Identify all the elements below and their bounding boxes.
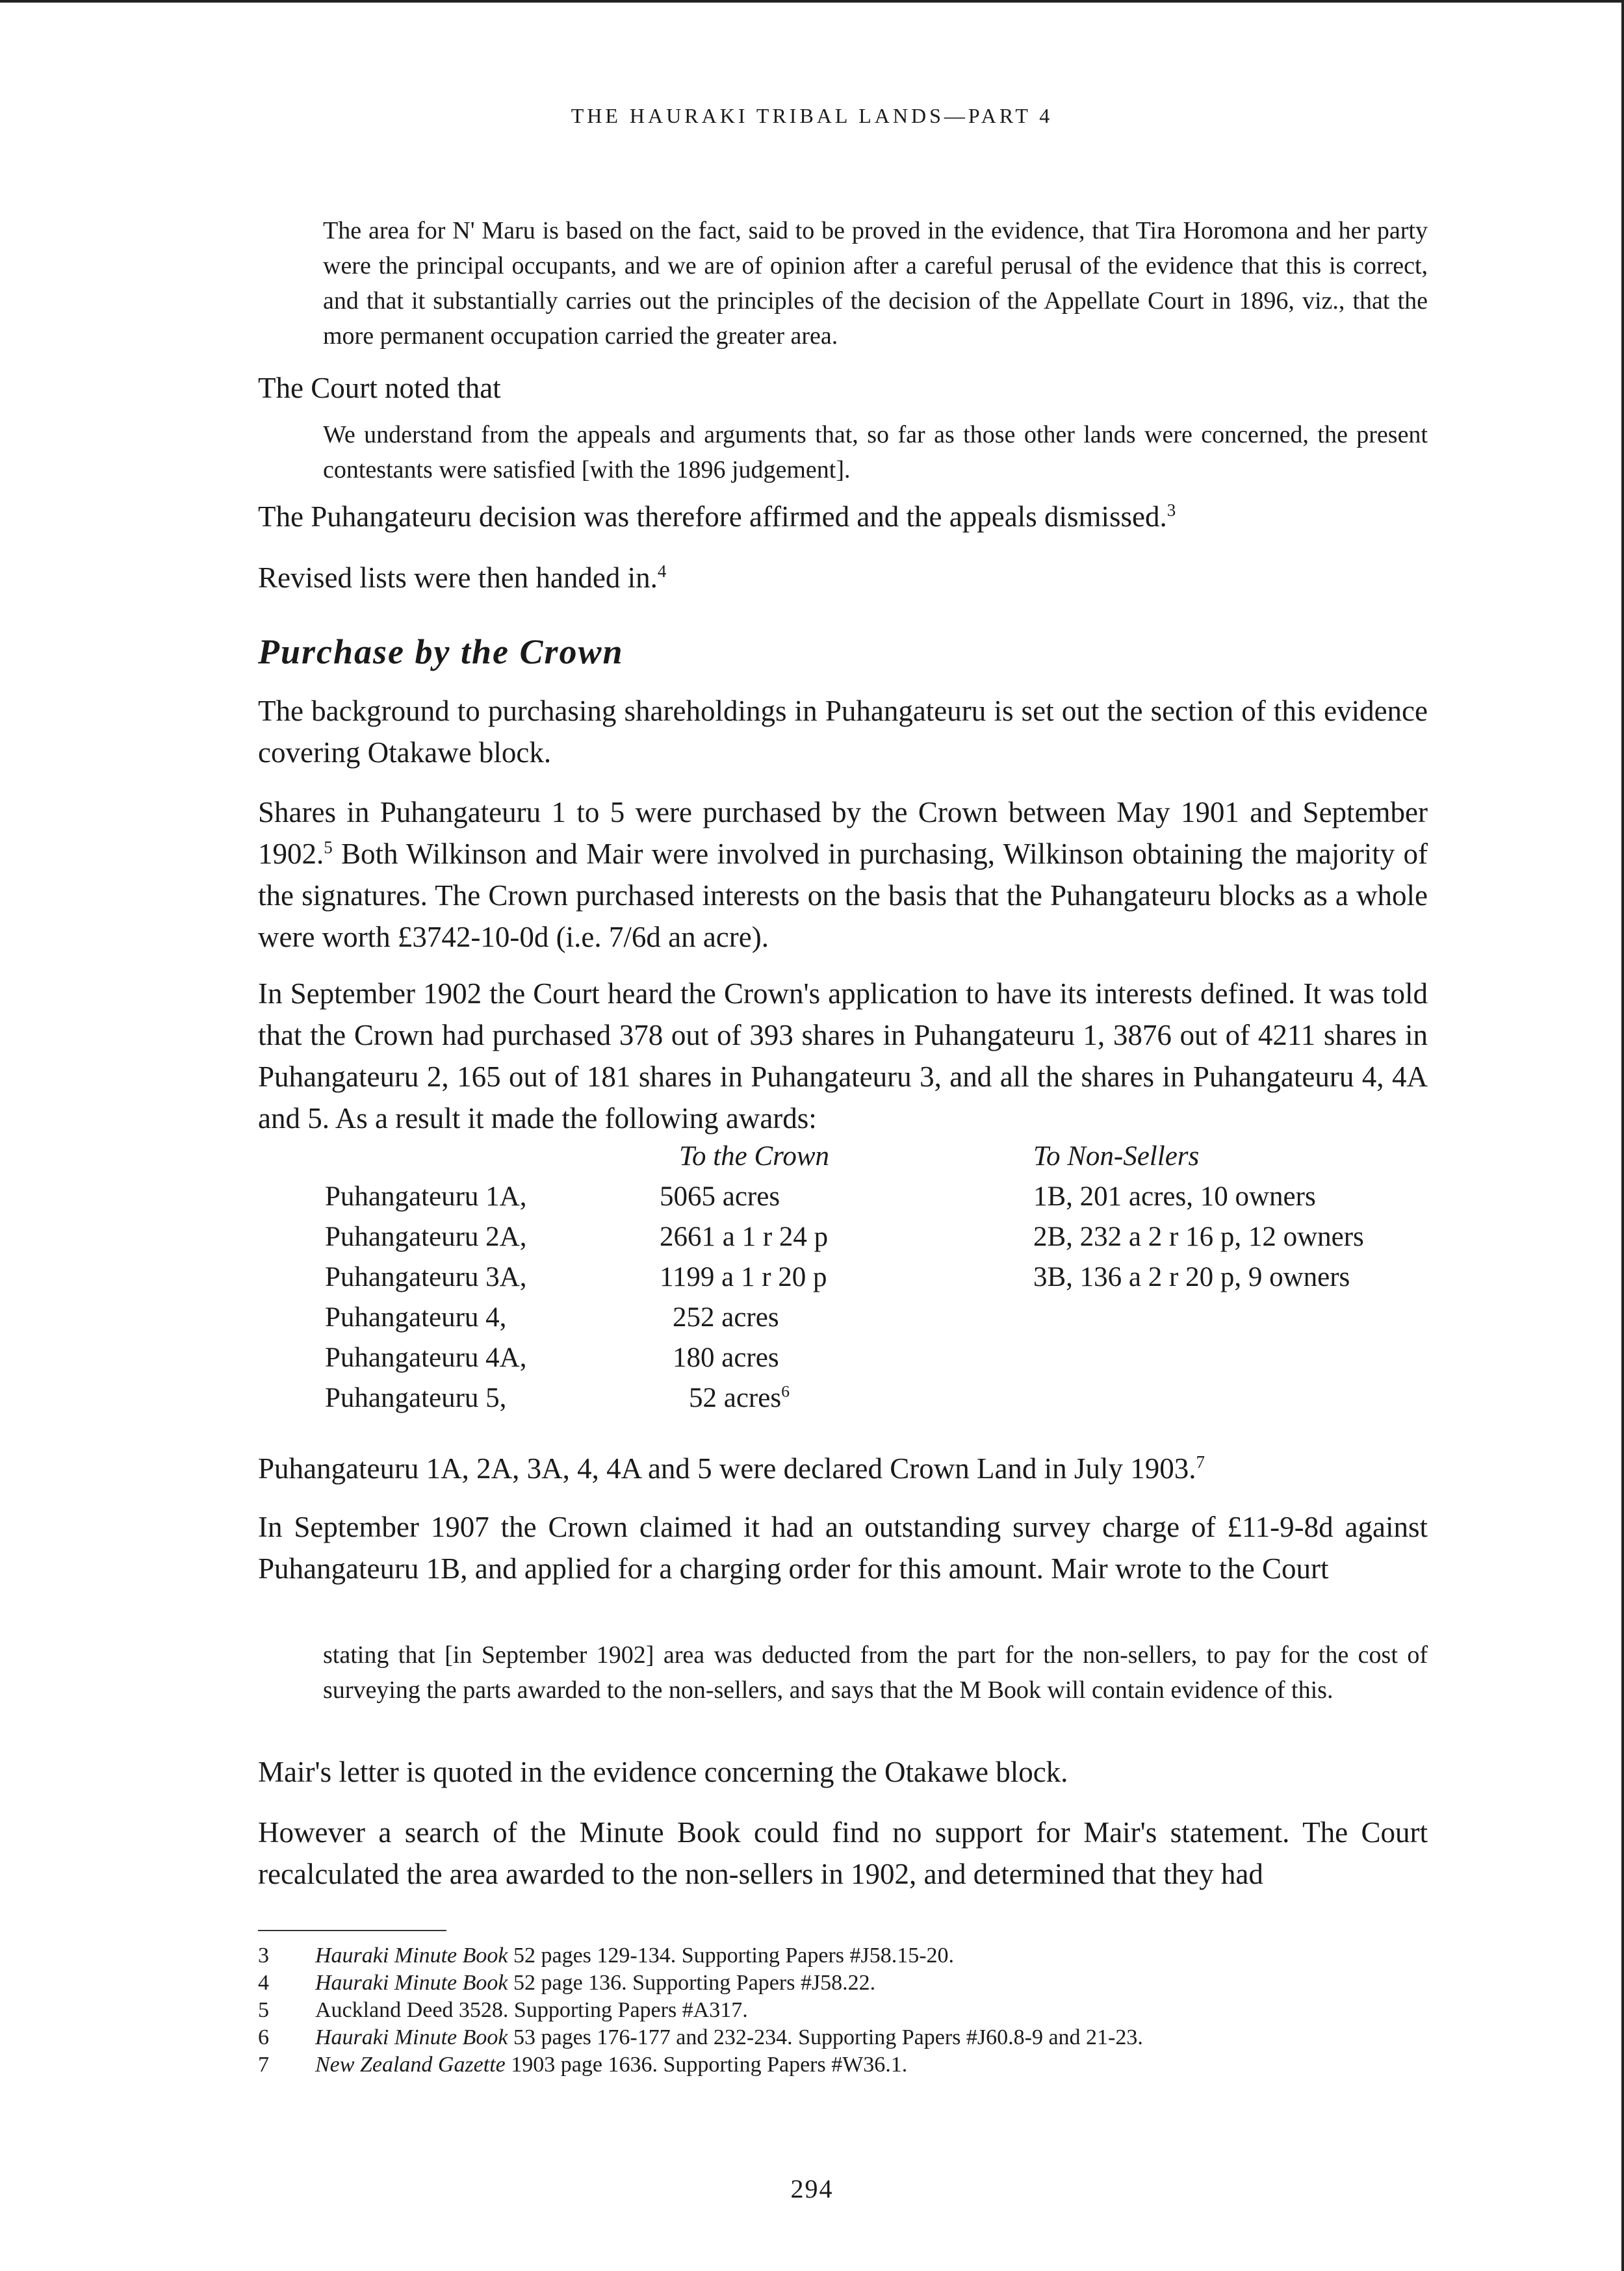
footnote-source: Hauraki Minute Book bbox=[315, 1944, 508, 1968]
para-shares-text-a: Shares in Puhangateuru 1 to 5 were purchased by the Crown between May 1901 and September 1902. bbox=[258, 796, 1428, 870]
row-block: Puhangateuru 2A, bbox=[325, 1222, 527, 1252]
col-header-nonsellers: To Non-Sellers bbox=[1033, 1141, 1200, 1172]
para-shares-text-b: Both Wilkinson and Mair were involved in purchasing, Wilkinson obtaining the majority of the signatures. The Crown purchased interests on the basis that the Puhangateuru blocks as a whole were worth £3742-10-0d (i.e. 7/6d an acre). bbox=[258, 838, 1428, 953]
footnote-ref-7: 7 bbox=[1196, 1452, 1205, 1472]
section-heading: Purchase by the Crown bbox=[258, 632, 624, 671]
row-block: Puhangateuru 5, bbox=[325, 1383, 507, 1413]
footnote-rule bbox=[258, 1930, 446, 1931]
row-block: Puhangateuru 3A, bbox=[325, 1262, 527, 1292]
running-head: THE HAURAKI TRIBAL LANDS—PART 4 bbox=[571, 104, 1053, 127]
footnote-ref-6: 6 bbox=[781, 1381, 790, 1401]
footnote-number: 5 bbox=[258, 1998, 269, 2022]
footnote-number: 7 bbox=[258, 2053, 269, 2077]
para-affirmed bbox=[258, 496, 1428, 537]
para-revised bbox=[258, 557, 1428, 598]
quote-nmaru: The area for N' Maru is based on the fact, said to be proved in the evidence, that Tira Horomona and her party were the principal occupants, and we are of opinion after a careful perusal of the evidence that this is correct, and that it substantially carries out the principles of the decision of the Appellate Court in 1896, viz., that the more permanent occupation carried the greater area. bbox=[323, 217, 1428, 350]
para-affirmed-text: The Puhangateuru decision was therefore affirmed and the appeals dismissed. bbox=[258, 500, 1167, 533]
para-declared bbox=[258, 1448, 1428, 1489]
row-crown: 180 acres bbox=[673, 1342, 779, 1373]
footnote-ref-3: 3 bbox=[1166, 500, 1176, 520]
footnote-source: Hauraki Minute Book bbox=[315, 2025, 508, 2049]
footnote-text: 1903 page 1636. Supporting Papers #W36.1. bbox=[505, 2053, 908, 2077]
para-court-noted: The Court noted that bbox=[258, 372, 501, 404]
para-shares bbox=[258, 791, 1428, 958]
row-block: Puhangateuru 1A, bbox=[325, 1181, 527, 1212]
page-number: 294 bbox=[790, 2174, 834, 2203]
row-crown: 2661 a 1 r 24 p bbox=[660, 1222, 829, 1252]
footnote bbox=[258, 1943, 954, 1969]
row-crown: 1199 a 1 r 20 p bbox=[660, 1262, 827, 1292]
row-nonsellers: 3B, 136 a 2 r 20 p, 9 owners bbox=[1033, 1262, 1350, 1292]
footnote-source: Hauraki Minute Book bbox=[315, 1971, 508, 1995]
col-header-crown: To the Crown bbox=[679, 1141, 829, 1172]
footnote bbox=[258, 2052, 907, 2078]
para-however: However a search of the Minute Book could find no support for Mair's statement. The Court recalculated the area awarded to the non-sellers in 1902, and determined that they had bbox=[258, 1816, 1428, 1890]
para-mair-letter: Mair's letter is quoted in the evidence concerning the Otakawe block. bbox=[258, 1756, 1068, 1788]
row-crown: 252 acres bbox=[673, 1302, 779, 1333]
row-block: Puhangateuru 4, bbox=[325, 1302, 507, 1333]
para-revised-text: Revised lists were then handed in. bbox=[258, 561, 658, 594]
footnote-ref-5: 5 bbox=[324, 838, 333, 857]
row-nonsellers: 1B, 201 acres, 10 owners bbox=[1033, 1181, 1316, 1212]
footnote bbox=[258, 1997, 748, 2023]
footnote-number: 4 bbox=[258, 1971, 269, 1995]
quote-mair: stating that [in September 1902] area was deducted from the part for the non-sellers, to pay for the cost of surveying the parts awarded to the non-sellers, and says that the M Book will contain evidence of this. bbox=[323, 1641, 1428, 1704]
footnote bbox=[258, 2025, 1143, 2051]
row-crown-text: 52 acres bbox=[689, 1383, 782, 1413]
para-declared-text: Puhangateuru 1A, 2A, 3A, 4, 4A and 5 were declared Crown Land in July 1903. bbox=[258, 1452, 1196, 1485]
footnote-number: 3 bbox=[258, 1944, 269, 1968]
footnote bbox=[258, 1970, 875, 1996]
para-sept-1902: In September 1902 the Court heard the Crown's application to have its interests defined. It was told that the Crown had purchased 378 out of 393 shares in Puhangateuru 1, 3876 out of 4211 shares in Puhangateuru 2, 165 out of 181 shares in Puhangateuru 3, and all the shares in Puhangateuru 4, 4A and 5. As a result it made the following awards: bbox=[258, 977, 1428, 1135]
footnote-text: 52 pages 129-134. Supporting Papers #J58.15-20. bbox=[508, 1944, 955, 1968]
right-border bbox=[1621, 0, 1624, 2271]
row-crown bbox=[689, 1382, 790, 1414]
para-background: The background to purchasing shareholdings in Puhangateuru is set out the section of this evidence covering Otakawe block. bbox=[258, 695, 1428, 769]
quote-appeals: We understand from the appeals and arguments that, so far as those other lands were concerned, the present contestants were satisfied [with the 1896 judgement]. bbox=[323, 421, 1428, 483]
footnote-text: 52 page 136. Supporting Papers #J58.22. bbox=[508, 1971, 876, 1995]
top-border bbox=[0, 0, 1624, 3]
footnote-text: Auckland Deed 3528. Supporting Papers #A317. bbox=[315, 1998, 748, 2022]
row-block: Puhangateuru 4A, bbox=[325, 1342, 527, 1373]
row-nonsellers: 2B, 232 a 2 r 16 p, 12 owners bbox=[1033, 1222, 1364, 1252]
row-crown: 5065 acres bbox=[660, 1181, 780, 1212]
footnote-source: New Zealand Gazette bbox=[315, 2053, 506, 2077]
footnote-ref-4: 4 bbox=[657, 561, 667, 581]
footnote-number: 6 bbox=[258, 2025, 269, 2049]
footnote-text: 53 pages 176-177 and 232-234. Supporting Papers #J60.8-9 and 21-23. bbox=[508, 2025, 1143, 2049]
para-sept-1907: In September 1907 the Crown claimed it had an outstanding survey charge of £11-9-8d against Puhangateuru 1B, and applied for a charging order for this amount. Mair wrote to the Court bbox=[258, 1511, 1428, 1585]
